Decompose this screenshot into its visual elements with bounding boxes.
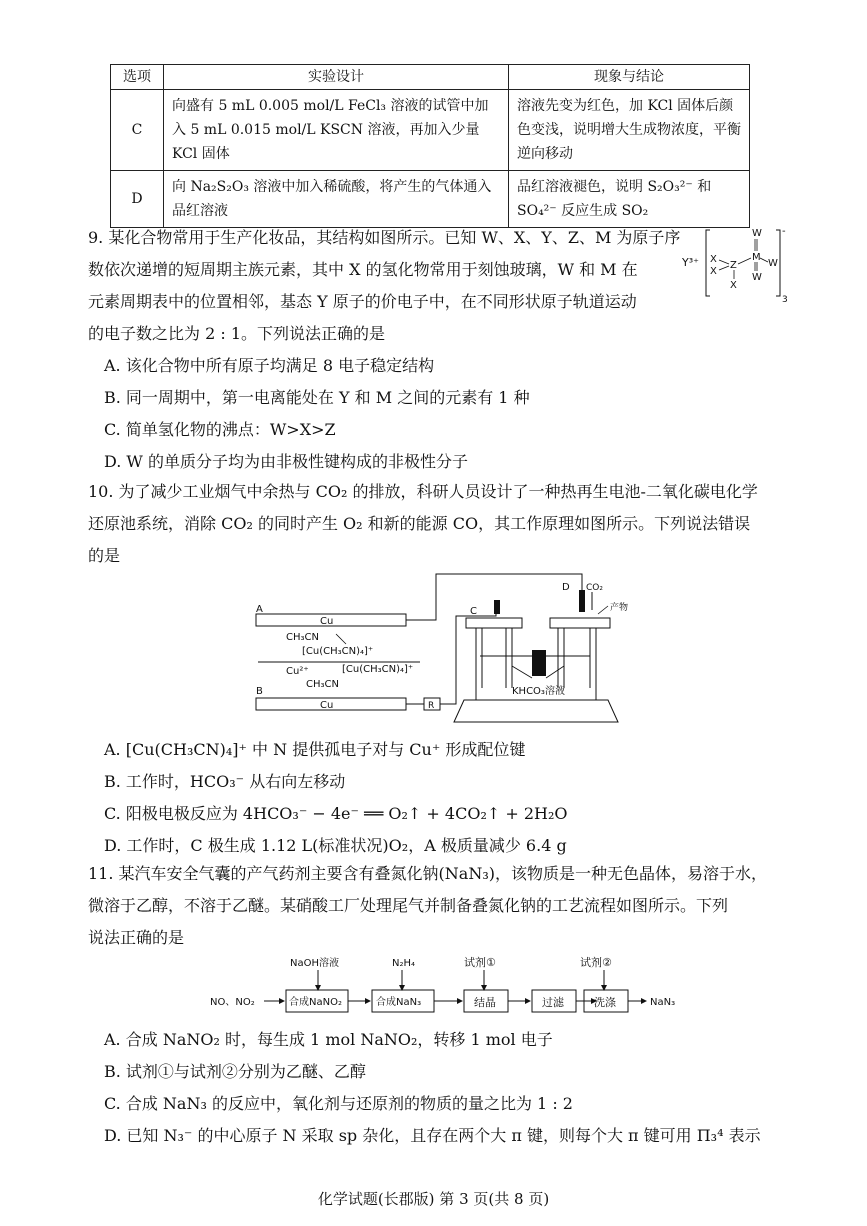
flow-step-nan3: 合成NaN₃ (376, 997, 422, 1008)
q9-stem: 9. 某化合物常用于生产化妆品，其结构如图所示。已知 W、X、Y、Z、M 为原子序 (88, 228, 681, 247)
fig-label-d: D (562, 582, 570, 593)
flow-step-filter: 过滤 (542, 996, 564, 1009)
q11-option-b: B. 试剂①与试剂②分别为乙醚、乙醇 (104, 1062, 366, 1081)
header-option: 选项 (111, 65, 164, 90)
q10-options (88, 734, 768, 862)
fig-resistor: R (428, 701, 435, 711)
flow-reagent-2: 试剂② (580, 956, 612, 969)
fig-cu-top: Cu (320, 616, 334, 627)
fig-ch3cn-top: CH₃CN (286, 632, 319, 643)
row-option: C (111, 90, 164, 171)
row-design: 向盛有 5 mL 0.005 mol/L FeCl₃ 溶液的试管中加入 5 mL 0.015 mol/L KSCN 溶液，再加入少量 KCl 固体 (164, 90, 509, 171)
table-header-row (111, 65, 750, 90)
fig-w2: W (752, 272, 762, 283)
q10-option-c: C. 阳极电极反应为 4HCO₃⁻ − 4e⁻ ══ O₂↑ + 4CO₂↑ + 2H₂O (104, 804, 568, 823)
q9-options (88, 350, 768, 478)
q10-option-b: B. 工作时，HCO₃⁻ 从右向左移动 (104, 772, 346, 791)
fig-solution: KHCO₃溶液 (512, 686, 565, 697)
page-footer: 化学试题(长郡版) 第 3 页(共 8 页) (317, 1190, 550, 1208)
flow-reagent-n2h4: N₂H₄ (392, 958, 416, 969)
flow-step-nano2: 合成NaNO₂ (289, 997, 342, 1008)
flow-output: NaN₃ (650, 997, 676, 1008)
row-design: 向 Na₂S₂O₃ 溶液中加入稀硫酸，将产生的气体通入品红溶液 (164, 171, 509, 228)
q10-stem: 的是 (88, 546, 121, 565)
q11-option-d: D. 已知 N₃⁻ 的中心原子 N 采取 sp 杂化，且存在两个大 π 键，则每个大 π 键可用 Π₃⁴ 表示 (104, 1126, 761, 1145)
fig-cu-bottom: Cu (320, 700, 334, 711)
fig-m: M (752, 252, 761, 263)
table-row (111, 90, 750, 171)
q10-stem: 还原池系统，消除 CO₂ 的同时产生 O₂ 和新的能源 CO，其工作原理如图所示。下列说法错误 (88, 514, 751, 533)
q9-structure-figure (680, 222, 790, 306)
flow-input: NO、NO₂ (210, 997, 255, 1008)
fig-label-c: C (470, 606, 477, 617)
fig-complex-top: [Cu(CH₃CN)₄]⁺ (302, 646, 374, 657)
q9-option-c: C. 简单氢化物的沸点：W>X>Z (104, 420, 336, 439)
q11-option-c: C. 合成 NaN₃ 的反应中，氧化剂与还原剂的物质的量之比为 1 : 2 (104, 1094, 573, 1113)
q11-stem: 11. 某汽车安全气囊的产气药剂主要含有叠氮化钠(NaN₃)，该物质是一种无色晶体，易溶于水， (88, 864, 767, 883)
fig-x2: X (710, 266, 717, 277)
fig-w3: W (768, 258, 778, 269)
q9-option-b: B. 同一周期中，第一电离能处在 Y 和 M 之间的元素有 1 种 (104, 388, 530, 407)
flow-step-wash: 洗涤 (594, 996, 616, 1009)
header-design: 实验设计 (164, 65, 509, 90)
flow-reagent-naoh: NaOH溶液 (290, 958, 339, 969)
question-9 (88, 222, 688, 350)
q11-options (88, 1024, 768, 1152)
q9-option-a: A. 该化合物中所有原子均满足 8 电子稳定结构 (104, 356, 435, 375)
q10-option-a: A. [Cu(CH₃CN)₄]⁺ 中 N 提供孤电子对与 Cu⁺ 形成配位键 (104, 740, 526, 759)
fig-ch3cn-bottom: CH₃CN (306, 679, 339, 690)
fig-complex-bottom: [Cu(CH₃CN)₄]⁺ (342, 664, 414, 675)
fig-sub3: 3 (782, 295, 788, 305)
q10-stem: 10. 为了减少工业烟气中余热与 CO₂ 的排放，科研人员设计了一种热再生电池-二氧化碳电化学 (88, 482, 758, 501)
fig-x3: X (730, 280, 737, 291)
fig-co2: CO₂ (586, 583, 603, 593)
q11-option-a: A. 合成 NaNO₂ 时，每生成 1 mol NaNO₂，转移 1 mol 电子 (104, 1030, 553, 1049)
fig-w1: W (752, 228, 762, 239)
table-row (111, 171, 750, 228)
q10-cell-figure (250, 570, 630, 730)
fig-label-b: B (256, 686, 263, 697)
fig-z: Z (730, 260, 737, 271)
row-option: D (111, 171, 164, 228)
q9-stem: 的电子数之比为 2 : 1。下列说法正确的是 (88, 324, 386, 343)
fig-y: Y³⁺ (682, 256, 699, 269)
flow-reagent-1: 试剂① (464, 956, 496, 969)
options-table (110, 64, 750, 228)
question-11 (88, 858, 768, 954)
q9-stem: 元素周期表中的位置相邻，基态 Y 原子的价电子中，在不同形状原子轨道运动 (88, 292, 637, 311)
q10-option-d: D. 工作时，C 极生成 1.12 L(标准状况)O₂，A 极质量减少 6.4 g (104, 836, 567, 855)
q9-option-d: D. W 的单质分子均为由非极性键构成的非极性分子 (104, 452, 468, 471)
q9-stem: 数依次递增的短周期主族元素，其中 X 的氢化物常用于刻蚀玻璃，W 和 M 在 (88, 260, 638, 279)
row-result: 溶液先变为红色，加 KCl 固体后颜色变浅，说明增大生成物浓度，平衡逆向移动 (509, 90, 750, 171)
fig-x1: X (710, 254, 717, 265)
fig-minus: - (782, 226, 786, 237)
fig-label-a: A (256, 604, 263, 615)
header-result: 现象与结论 (509, 65, 750, 90)
question-10 (88, 476, 768, 572)
fig-product: 产物 (610, 603, 629, 613)
q11-stem: 微溶于乙醇，不溶于乙醚。某硝酸工厂处理尾气并制备叠氮化钠的工艺流程如图所示。下列 (88, 896, 729, 915)
q11-flow-diagram (210, 950, 730, 1022)
row-result: 品红溶液褪色，说明 S₂O₃²⁻ 和 SO₄²⁻ 反应生成 SO₂ (509, 171, 750, 228)
flow-step-crystal: 结晶 (474, 996, 496, 1009)
fig-cu2: Cu²⁺ (286, 666, 309, 677)
q11-stem: 说法正确的是 (88, 928, 185, 947)
